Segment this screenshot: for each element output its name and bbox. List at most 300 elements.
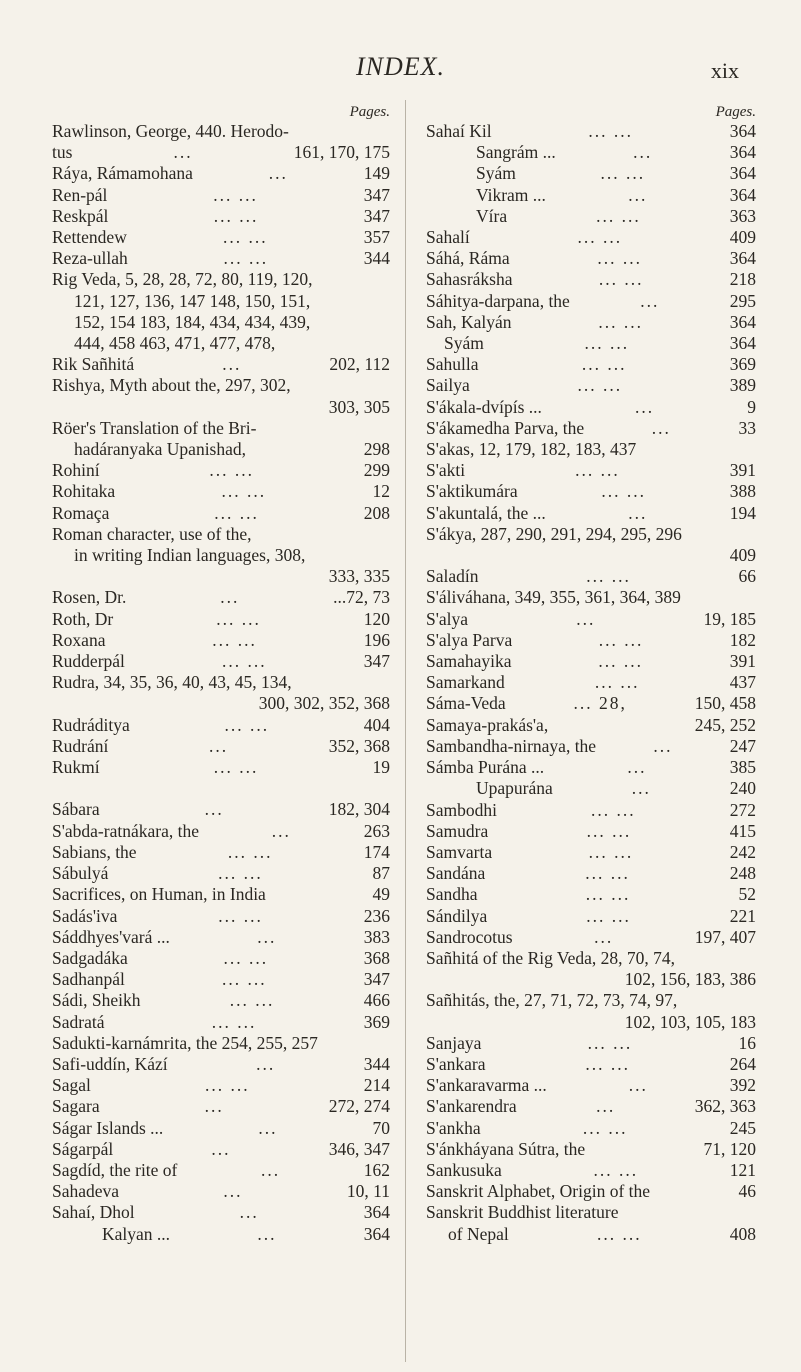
entry-pages: 161, 170, 175 bbox=[293, 142, 390, 163]
entry-term: Sadratá bbox=[52, 1011, 105, 1032]
index-entry bbox=[426, 227, 756, 248]
index-entry bbox=[426, 842, 756, 863]
entry-leader: ... ... bbox=[213, 205, 259, 226]
entry-leader: ... ... bbox=[585, 863, 630, 884]
entry-leader: ... bbox=[257, 1223, 277, 1244]
entry-term: Sáhá, Ráma bbox=[426, 248, 510, 269]
index-entry bbox=[52, 163, 390, 184]
entry-pages: 245, 252 bbox=[694, 714, 756, 735]
entry-leader: ... ... bbox=[586, 566, 631, 587]
index-entry bbox=[426, 1139, 756, 1160]
page-title: INDEX. bbox=[355, 52, 446, 81]
entry-term: Roman character, use of the, bbox=[52, 523, 252, 544]
entry-pages: 364 bbox=[363, 1202, 390, 1223]
index-entry bbox=[426, 524, 756, 545]
index-entry bbox=[52, 121, 390, 142]
entry-term: Romaça bbox=[52, 502, 110, 523]
entry-pages: 391 bbox=[729, 460, 756, 481]
index-entry bbox=[426, 651, 756, 672]
index-entry bbox=[52, 906, 390, 927]
index-entry bbox=[426, 1096, 756, 1117]
entry-term: Syám bbox=[444, 333, 484, 354]
entry-leader: ... bbox=[220, 587, 240, 608]
entry-term: S'ankara bbox=[426, 1053, 486, 1074]
entry-pages: 303, 305 bbox=[328, 396, 390, 417]
entry-term: Sadukti-karnámrita, the 254, 255, 257 bbox=[52, 1032, 318, 1053]
entry-term: Samaya-prakás'a, bbox=[426, 714, 549, 735]
entry-term: Saladín bbox=[426, 566, 479, 587]
entry-term: Sáhitya-darpana, the bbox=[426, 290, 570, 311]
column-heading: Pages. bbox=[349, 104, 390, 120]
entry-pages: 347 bbox=[363, 651, 390, 672]
entry-list-left bbox=[52, 121, 390, 1245]
index-entry bbox=[426, 736, 756, 757]
entry-term: Reza-ullah bbox=[52, 248, 128, 269]
index-entry bbox=[52, 1160, 390, 1181]
entry-term: of Nepal bbox=[448, 1223, 509, 1244]
entry-term: Samahayika bbox=[426, 651, 512, 672]
entry-term: Sagal bbox=[52, 1075, 91, 1096]
index-entry bbox=[52, 503, 390, 524]
entry-pages: 46 bbox=[738, 1181, 756, 1202]
entry-pages: 248 bbox=[729, 863, 756, 884]
index-entry bbox=[426, 291, 756, 312]
entry-leader: ... ... bbox=[224, 714, 270, 735]
entry-term: Sahaí Kil bbox=[426, 121, 492, 141]
index-entry bbox=[426, 375, 756, 396]
entry-leader: ... ... bbox=[587, 1032, 633, 1053]
entry-leader: ... bbox=[268, 163, 288, 184]
column-heading: Pages. bbox=[715, 104, 756, 120]
index-entry bbox=[52, 418, 390, 439]
entry-pages: 52 bbox=[738, 884, 756, 905]
entry-term: in writing Indian languages, 308, bbox=[74, 545, 306, 566]
entry-pages: 388 bbox=[729, 481, 756, 502]
index-entry bbox=[426, 333, 756, 354]
entry-pages: 12 bbox=[372, 481, 390, 502]
index-entry bbox=[426, 1224, 756, 1245]
entry-pages: 102, 103, 105, 183 bbox=[624, 1011, 756, 1032]
entry-term: Sadgadáka bbox=[52, 947, 128, 968]
entry-term: Sailya bbox=[426, 375, 470, 396]
entry-pages: 264 bbox=[729, 1053, 756, 1074]
entry-leader: ... bbox=[211, 1138, 231, 1159]
entry-leader: ... ... bbox=[588, 121, 633, 141]
entry-leader: ... bbox=[271, 820, 291, 841]
entry-term: S'alya Parva bbox=[426, 629, 513, 650]
entry-term: Kalyan ... bbox=[102, 1223, 171, 1244]
index-entry bbox=[426, 587, 756, 608]
entry-pages: 344 bbox=[363, 1053, 390, 1074]
index-entry bbox=[426, 248, 756, 269]
index-entry bbox=[52, 672, 390, 693]
entry-term: Rohitaka bbox=[52, 481, 116, 502]
entry-leader: ... ... bbox=[577, 227, 623, 248]
entry-pages: 66 bbox=[738, 566, 756, 587]
index-entry bbox=[426, 121, 756, 142]
index-entry bbox=[52, 354, 390, 375]
entry-term: Rik Sañhitá bbox=[52, 354, 135, 375]
entry-leader: ... ... bbox=[216, 608, 261, 629]
entry-leader: ... ... bbox=[205, 1075, 250, 1096]
entry-leader: ... ... bbox=[213, 184, 258, 205]
entry-leader: ... ... bbox=[575, 460, 620, 481]
entry-leader: ... bbox=[222, 354, 242, 375]
index-column-right bbox=[426, 103, 756, 1245]
entry-pages: 298 bbox=[363, 439, 390, 460]
entry-term: Vikram ... bbox=[476, 184, 546, 205]
entry-leader: ... bbox=[576, 608, 596, 629]
entry-leader: ... ... bbox=[585, 884, 631, 905]
entry-pages: 182, 304 bbox=[328, 799, 390, 820]
index-entry bbox=[52, 609, 390, 630]
index-entry bbox=[426, 927, 756, 948]
index-entry bbox=[52, 185, 390, 206]
entry-pages: 33 bbox=[738, 417, 756, 438]
entry-pages: 194 bbox=[729, 502, 756, 523]
entry-term: Sandrocotus bbox=[426, 926, 513, 947]
entry-leader: ... ... bbox=[585, 1053, 630, 1074]
index-entry bbox=[426, 778, 756, 799]
entry-leader: ... ... bbox=[222, 969, 267, 990]
entry-leader: ... ... bbox=[213, 757, 259, 778]
index-entry bbox=[426, 1033, 756, 1054]
entry-term: Sábulyá bbox=[52, 863, 109, 884]
entry-term: S'abda-ratnákara, the bbox=[52, 820, 199, 841]
index-entry bbox=[426, 460, 756, 481]
column-divider bbox=[405, 100, 406, 1362]
entry-term: Sambandha-nirnaya, the bbox=[426, 735, 597, 756]
index-entry bbox=[52, 481, 390, 502]
entry-leader: ... bbox=[653, 735, 673, 756]
index-entry bbox=[52, 693, 390, 714]
entry-pages: 49 bbox=[372, 884, 390, 905]
index-entry bbox=[52, 227, 390, 248]
entry-leader: ... bbox=[239, 1202, 259, 1223]
entry-pages: 240 bbox=[729, 778, 756, 799]
entry-term: Sahasráksha bbox=[426, 269, 513, 290]
entry-pages: 364 bbox=[729, 184, 756, 205]
index-entry bbox=[52, 651, 390, 672]
entry-term: S'áliváhana, 349, 355, 361, 364, 389 bbox=[426, 587, 681, 608]
entry-leader: ... ... bbox=[586, 905, 631, 926]
entry-pages: 347 bbox=[363, 184, 390, 205]
entry-pages: 121 bbox=[729, 1159, 756, 1180]
index-entry bbox=[52, 821, 390, 842]
index-entry bbox=[52, 333, 390, 354]
entry-term: Sangrám ... bbox=[476, 142, 556, 163]
entry-pages: 242 bbox=[729, 841, 756, 862]
entry-term: Ráya, Rámamohana bbox=[52, 163, 193, 184]
index-entry bbox=[52, 630, 390, 651]
entry-leader: ... ... bbox=[222, 651, 267, 672]
entry-term: Rudra, 34, 35, 36, 40, 43, 45, 134, bbox=[52, 672, 292, 693]
index-entry bbox=[426, 312, 756, 333]
entry-leader: ... bbox=[628, 184, 648, 205]
entry-leader: ... ... bbox=[584, 333, 630, 354]
index-entry bbox=[426, 354, 756, 375]
entry-pages: 347 bbox=[363, 205, 390, 226]
entry-term: hadáranyaka Upanishad, bbox=[74, 439, 247, 460]
entry-pages: 150, 458 bbox=[694, 693, 756, 714]
entry-term: Rukmí bbox=[52, 757, 100, 778]
index-entry bbox=[52, 566, 390, 587]
entry-pages: 364 bbox=[729, 121, 756, 141]
entry-leader: ... ... bbox=[222, 227, 268, 248]
entry-pages: 102, 156, 183, 386 bbox=[624, 969, 756, 990]
entry-pages: 19 bbox=[372, 757, 390, 778]
entry-term: Sadás'iva bbox=[52, 905, 118, 926]
entry-leader: ... bbox=[258, 1117, 278, 1138]
index-entry bbox=[426, 990, 756, 1011]
entry-leader: ... bbox=[173, 142, 193, 163]
entry-leader: ... ... bbox=[227, 841, 273, 862]
index-entry bbox=[426, 948, 756, 969]
index-entry bbox=[52, 715, 390, 736]
entry-pages: 363 bbox=[729, 205, 756, 226]
index-entry bbox=[52, 397, 390, 418]
entry-leader: ... ... bbox=[221, 481, 267, 502]
index-entry bbox=[52, 927, 390, 948]
entry-leader: ... ... bbox=[229, 990, 275, 1011]
entry-pages: 415 bbox=[729, 820, 756, 841]
entry-pages: 362, 363 bbox=[694, 1096, 756, 1117]
entry-leader: ... 28, bbox=[573, 693, 627, 714]
index-entry bbox=[426, 163, 756, 184]
index-entry bbox=[426, 800, 756, 821]
entry-leader: ... ... bbox=[586, 820, 632, 841]
entry-leader: ... ... bbox=[598, 311, 643, 332]
entry-term: S'alya bbox=[426, 608, 469, 629]
entry-leader: ... ... bbox=[209, 460, 255, 481]
entry-term: tus bbox=[52, 142, 73, 163]
entry-leader: ... bbox=[631, 778, 651, 799]
entry-pages: 389 bbox=[729, 375, 756, 396]
entry-leader: ... ... bbox=[598, 269, 644, 290]
entry-term: Rohiní bbox=[52, 460, 100, 481]
entry-pages: 149 bbox=[363, 163, 390, 184]
entry-term: 121, 127, 136, 147 148, 150, 151, bbox=[74, 290, 311, 311]
entry-pages: 272 bbox=[729, 799, 756, 820]
entry-pages: 369 bbox=[729, 354, 756, 375]
entry-term: Sahulla bbox=[426, 354, 479, 375]
index-entry bbox=[52, 736, 390, 757]
entry-term: Samudra bbox=[426, 820, 489, 841]
index-entry bbox=[52, 142, 390, 163]
index-entry bbox=[426, 969, 756, 990]
entry-leader: ... ... bbox=[581, 354, 627, 375]
entry-term: S'ákya, 287, 290, 291, 294, 295, 296 bbox=[426, 523, 682, 544]
entry-pages: 392 bbox=[729, 1075, 756, 1096]
index-entry bbox=[426, 1054, 756, 1075]
index-entry bbox=[426, 906, 756, 927]
index-entry bbox=[426, 693, 756, 714]
entry-term: Reskpál bbox=[52, 205, 109, 226]
entry-term: Rawlinson, George, 440. Herodo- bbox=[52, 121, 289, 141]
entry-pages: 197, 407 bbox=[694, 926, 756, 947]
entry-pages: 19, 185 bbox=[703, 608, 756, 629]
entry-term: Rishya, Myth about the, 297, 302, bbox=[52, 375, 291, 396]
index-entry bbox=[52, 969, 390, 990]
entry-leader: ... bbox=[204, 1096, 224, 1117]
entry-term: Sadhanpál bbox=[52, 969, 125, 990]
entry-leader: ... bbox=[635, 396, 655, 417]
entry-pages: 333, 335 bbox=[328, 566, 390, 587]
index-entry bbox=[52, 1054, 390, 1075]
entry-term: Rudráditya bbox=[52, 714, 130, 735]
entry-term: Sámba Purána ... bbox=[426, 757, 545, 778]
index-entry bbox=[426, 1075, 756, 1096]
entry-leader: ... ... bbox=[600, 163, 646, 184]
entry-leader: ... bbox=[256, 1053, 276, 1074]
entry-leader: ... bbox=[627, 757, 647, 778]
entry-term: S'aktikumára bbox=[426, 481, 518, 502]
entry-pages: 71, 120 bbox=[703, 1138, 756, 1159]
entry-term: Sanjaya bbox=[426, 1032, 482, 1053]
index-entry bbox=[52, 842, 390, 863]
entry-leader: ... ... bbox=[211, 1011, 257, 1032]
index-entry bbox=[426, 1118, 756, 1139]
entry-term: Ren-pál bbox=[52, 184, 108, 205]
entry-leader: ... bbox=[261, 1159, 281, 1180]
entry-leader: ... ... bbox=[577, 375, 623, 396]
entry-term: S'ákamedha Parva, the bbox=[426, 417, 585, 438]
entry-term: Rosen, Dr. bbox=[52, 587, 127, 608]
entry-leader: ... ... bbox=[593, 1159, 639, 1180]
entry-term: S'ankaravarma ... bbox=[426, 1075, 547, 1096]
entry-term: Roxana bbox=[52, 629, 106, 650]
entry-pages: 364 bbox=[729, 311, 756, 332]
entry-leader: ... ... bbox=[598, 651, 643, 672]
entry-term: Sabians, the bbox=[52, 841, 137, 862]
entry-pages: 208 bbox=[363, 502, 390, 523]
index-entry bbox=[426, 821, 756, 842]
index-entry bbox=[426, 1202, 756, 1223]
index-entry bbox=[52, 1202, 390, 1223]
entry-pages: 408 bbox=[729, 1223, 756, 1244]
index-entry bbox=[426, 630, 756, 651]
entry-leader: ... bbox=[628, 1075, 648, 1096]
entry-term: Roth, Dr bbox=[52, 608, 114, 629]
entry-leader: ... ... bbox=[212, 629, 257, 650]
entry-pages: 344 bbox=[363, 248, 390, 269]
page-header bbox=[0, 52, 801, 92]
entry-pages: 263 bbox=[363, 820, 390, 841]
entry-pages: 16 bbox=[738, 1032, 756, 1053]
index-entry bbox=[52, 1181, 390, 1202]
entry-pages: 9 bbox=[747, 396, 756, 417]
index-entry bbox=[52, 587, 390, 608]
entry-leader: ... ... bbox=[223, 947, 269, 968]
entry-pages: 346, 347 bbox=[328, 1138, 390, 1159]
index-entry bbox=[52, 460, 390, 481]
entry-leader: ... bbox=[594, 926, 614, 947]
entry-term: 152, 154 183, 184, 434, 434, 439, bbox=[74, 311, 311, 332]
entry-term: Rettendew bbox=[52, 227, 127, 248]
index-entry bbox=[426, 481, 756, 502]
entry-pages: ...72, 73 bbox=[333, 587, 390, 608]
entry-leader: ... ... bbox=[596, 205, 641, 226]
entry-term: S'akuntalá, the ... bbox=[426, 502, 546, 523]
entry-pages: 120 bbox=[363, 608, 390, 629]
entry-term: S'akas, 12, 179, 182, 183, 437 bbox=[426, 439, 637, 460]
entry-term: S'ankha bbox=[426, 1117, 481, 1138]
index-entry bbox=[52, 524, 390, 545]
entry-leader: ... bbox=[257, 926, 277, 947]
entry-pages: 300, 302, 352, 368 bbox=[258, 693, 390, 714]
entry-pages: 364 bbox=[729, 163, 756, 184]
entry-pages: 369 bbox=[363, 1011, 390, 1032]
entry-term: S'akti bbox=[426, 460, 466, 481]
index-entry bbox=[52, 269, 390, 290]
entry-term: Sanskrit Buddhist literature bbox=[426, 1202, 619, 1223]
entry-pages: 364 bbox=[729, 142, 756, 163]
index-entry bbox=[426, 503, 756, 524]
index-entry bbox=[426, 269, 756, 290]
entry-term: Sandána bbox=[426, 863, 486, 884]
entry-pages: 466 bbox=[363, 990, 390, 1011]
entry-pages: 364 bbox=[729, 333, 756, 354]
entry-leader: ... bbox=[223, 1181, 243, 1202]
entry-list-right bbox=[426, 121, 756, 1245]
entry-leader: ... ... bbox=[591, 799, 636, 820]
index-entry bbox=[426, 1012, 756, 1033]
entry-pages: 385 bbox=[729, 757, 756, 778]
entry-leader: ... ... bbox=[223, 248, 269, 269]
entry-pages: 295 bbox=[729, 290, 756, 311]
entry-term: S'ankarendra bbox=[426, 1096, 517, 1117]
index-entry bbox=[426, 1160, 756, 1181]
index-entry bbox=[52, 863, 390, 884]
entry-term: Sábara bbox=[52, 799, 100, 820]
index-entry bbox=[52, 1033, 390, 1054]
entry-pages: 214 bbox=[363, 1075, 390, 1096]
index-entry bbox=[426, 609, 756, 630]
entry-leader: ... ... bbox=[588, 841, 634, 862]
entry-term: Sáma-Veda bbox=[426, 693, 506, 714]
entry-term: Sah, Kalyán bbox=[426, 311, 512, 332]
entry-term: Rudderpál bbox=[52, 651, 125, 672]
index-entry bbox=[426, 142, 756, 163]
entry-pages: 404 bbox=[363, 714, 390, 735]
entry-leader: ... bbox=[628, 502, 648, 523]
entry-term: Sagdíd, the rite of bbox=[52, 1159, 178, 1180]
index-entry bbox=[52, 1139, 390, 1160]
entry-leader: ... ... bbox=[582, 1117, 628, 1138]
entry-pages: 364 bbox=[729, 248, 756, 269]
entry-term: Sandha bbox=[426, 884, 478, 905]
index-entry bbox=[426, 206, 756, 227]
entry-term: Sagara bbox=[52, 1096, 100, 1117]
entry-term: Samvarta bbox=[426, 841, 493, 862]
entry-term: Syám bbox=[476, 163, 516, 184]
index-entry bbox=[426, 1181, 756, 1202]
index-entry bbox=[52, 799, 390, 820]
index-entry bbox=[52, 990, 390, 1011]
entry-term: Sankusuka bbox=[426, 1159, 502, 1180]
entry-term: Samarkand bbox=[426, 672, 505, 693]
entry-leader: ... ... bbox=[218, 905, 263, 926]
entry-leader: ... ... bbox=[214, 502, 259, 523]
index-entry bbox=[426, 884, 756, 905]
entry-term: Upapurána bbox=[476, 778, 553, 799]
entry-leader: ... bbox=[596, 1096, 616, 1117]
entry-pages: 383 bbox=[363, 926, 390, 947]
entry-leader: ... bbox=[633, 142, 653, 163]
index-entry bbox=[52, 1224, 390, 1245]
entry-term: Sanskrit Alphabet, Origin of the bbox=[426, 1181, 651, 1202]
entry-pages: 70 bbox=[372, 1117, 390, 1138]
